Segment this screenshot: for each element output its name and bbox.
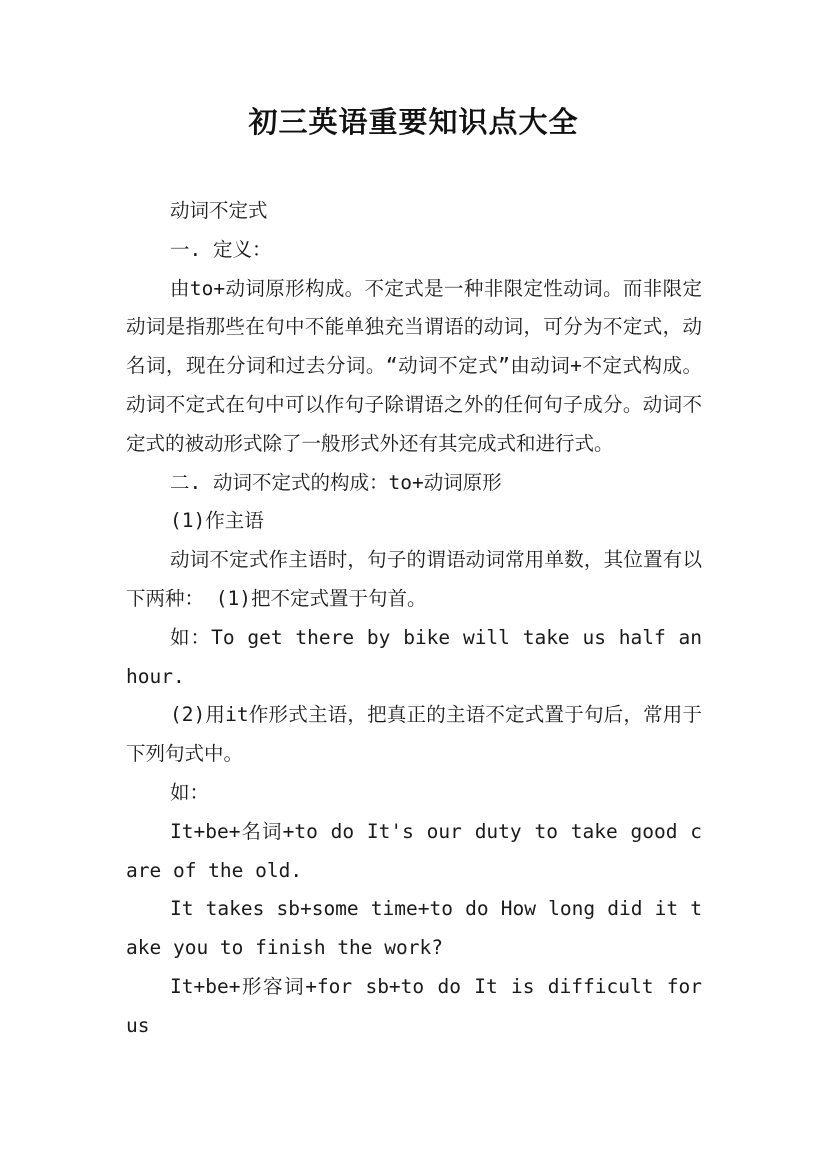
document-title: 初三英语重要知识点大全 (248, 105, 579, 139)
paragraph-subject-heading: (1)作主语 (170, 509, 264, 533)
paragraph-section-heading: 动词不定式 (170, 199, 268, 222)
paragraph-pattern-2: It takes sb+some time+to do How long did it take you to finish the work? (126, 897, 702, 960)
paragraph-example-label: 如： (170, 780, 210, 804)
paragraph-definition: 由to+动词原形构成。不定式是一种非限定性动词。而非限定动词是指那些在句中不能单独充当谓语的动词，可分为不定式，动名词，现在分词和过去分词。“动词不定式”由动词+不定式构成。动词不定式在句中可以作句子除谓语之外的任何句子成分。动词不定式的被动形式除了一般形式外还有其完成式和进行式。 (126, 276, 702, 455)
paragraph-example-1: 如：To get there by bike will take us half an hour. (126, 625, 702, 688)
paragraph-definition-heading: 一. 定义： (170, 237, 272, 261)
document-body (126, 192, 702, 1046)
paragraph-structure-heading: 二. 动词不定式的构成：to+动词原形 (170, 470, 502, 494)
paragraph-pattern-3: It+be+形容词+for sb+to do It is difficult for us (126, 974, 702, 1037)
paragraph-formal-subject: (2)用it作形式主语，把真正的主语不定式置于句后，常用于下列句式中。 (126, 703, 702, 766)
paragraph-pattern-1: It+be+名词+to do It's our duty to take good care of the old. (126, 819, 702, 882)
paragraph-subject-rule: 动词不定式作主语时，句子的谓语动词常用单数，其位置有以下两种： (1)把不定式置于句首。 (126, 548, 702, 610)
